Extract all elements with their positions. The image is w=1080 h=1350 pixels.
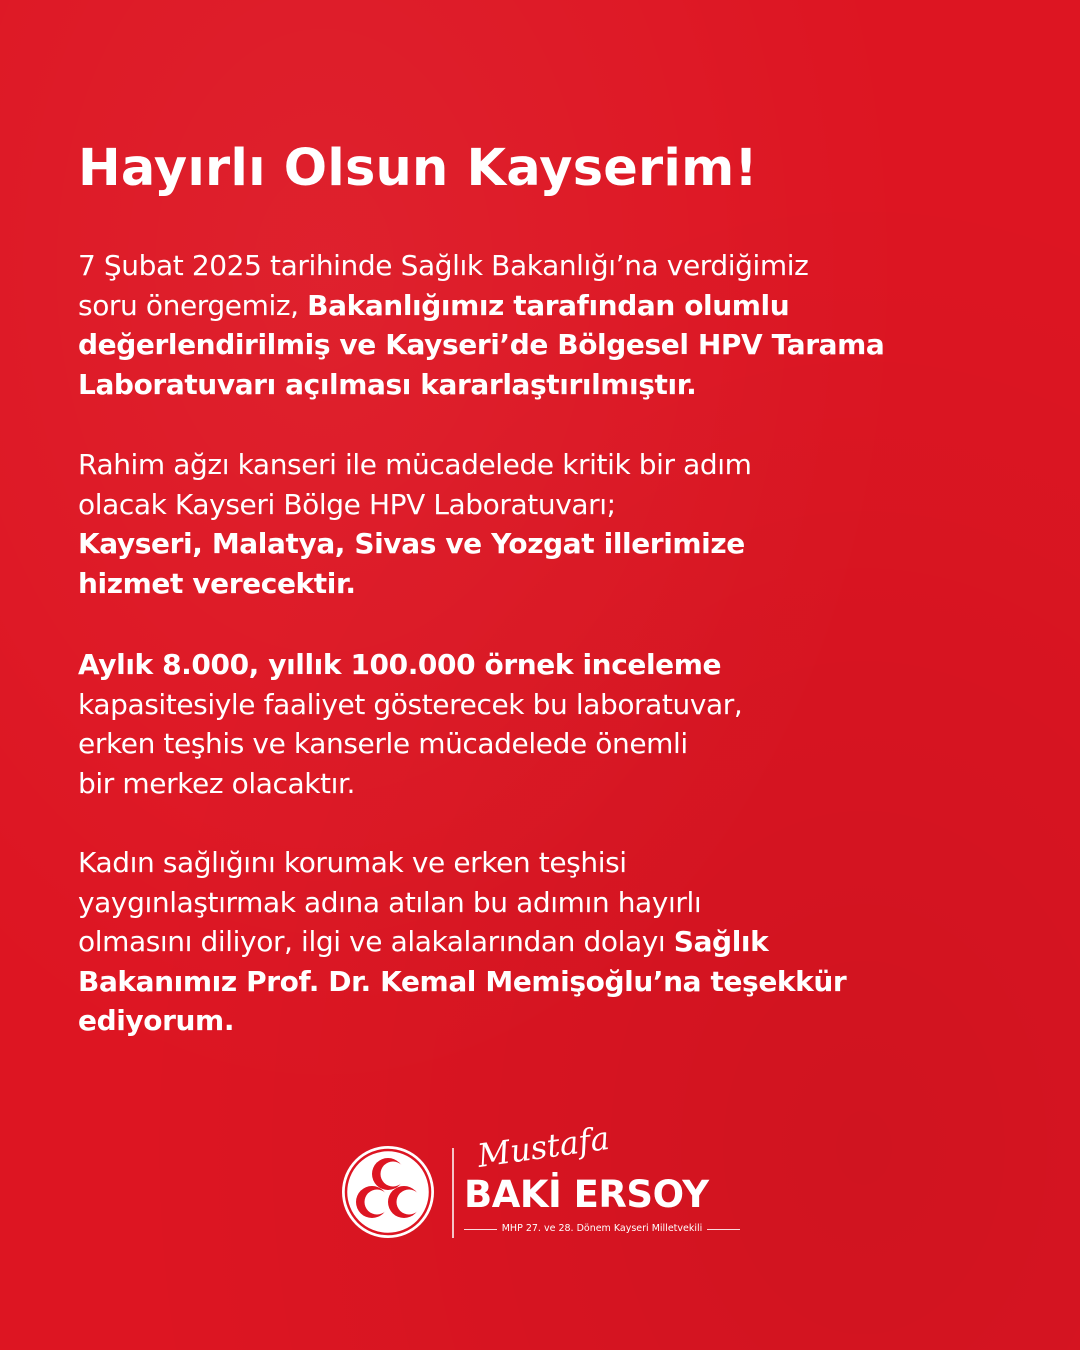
text-segment: olmasını diliyor, ilgi ve alakalarından dolayı	[78, 925, 674, 958]
bold-text-segment: Bakanlığımız tarafından olumlu	[307, 288, 790, 322]
text-line: 7 Şubat 2025 tarihinde Sağlık Bakanlığı’na verdiğimiz	[78, 249, 809, 282]
signature-first-name: Mustafa	[475, 1118, 612, 1175]
text-line: bir merkez olacaktır.	[78, 766, 356, 800]
divider	[707, 1229, 740, 1230]
bold-text-line: Laboratuvarı açılması kararlaştırılmıştır.	[78, 367, 697, 401]
bold-text-line: değerlendirilmiş ve Kayseri’de Bölgesel HPV Tarama	[78, 328, 885, 361]
bold-text-line: Kayseri, Malatya, Sivas ve Yozgat illerimize	[78, 527, 745, 560]
text-line	[78, 286, 884, 326]
text-line: erken teşhis ve kanserle mücadelede önemli	[78, 727, 688, 760]
text-line: yaygınlaştırmak adına atılan bu adımın hayırlı	[78, 885, 702, 919]
bold-text-line: ediyorum.	[78, 1004, 235, 1037]
divider	[464, 1229, 497, 1230]
paragraph-announcement	[78, 246, 884, 404]
bold-text-segment: Sağlık	[673, 925, 769, 958]
headline: Hayırlı Olsun Kayserim!	[78, 139, 758, 198]
text-line: Rahim ağzı kanseri ile mücadelede kritik bir adım	[78, 448, 752, 481]
bold-text-line: Bakanımız Prof. Dr. Kemal Memişoğlu’na teşekkür	[78, 964, 847, 998]
signature-block	[340, 1118, 760, 1250]
paragraph-capacity	[78, 645, 742, 803]
signature-title-row	[464, 1222, 740, 1236]
text-segment: soru önergemiz,	[78, 288, 308, 322]
paragraph-laboratory-scope	[78, 445, 752, 603]
paragraph-thanks	[78, 843, 846, 1041]
signature-name: BAKİ ERSOY	[464, 1173, 709, 1216]
signature-title: MHP 27. ve 28. Dönem Kayseri Milletvekili	[501, 1223, 703, 1235]
vertical-divider	[452, 1148, 454, 1238]
text-line	[78, 922, 846, 962]
text-line: kapasitesiyle faaliyet gösterecek bu laboratuvar,	[78, 687, 743, 721]
text-line: olacak Kayseri Bölge HPV Laboratuvarı;	[78, 487, 616, 521]
party-emblem-icon	[342, 1146, 434, 1238]
text-line: Kadın sağlığını korumak ve erken teşhisi	[78, 846, 627, 879]
bold-text-line: Aylık 8.000, yıllık 100.000 örnek inceleme	[78, 648, 722, 681]
bold-text-line: hizmet verecektir.	[78, 566, 356, 600]
